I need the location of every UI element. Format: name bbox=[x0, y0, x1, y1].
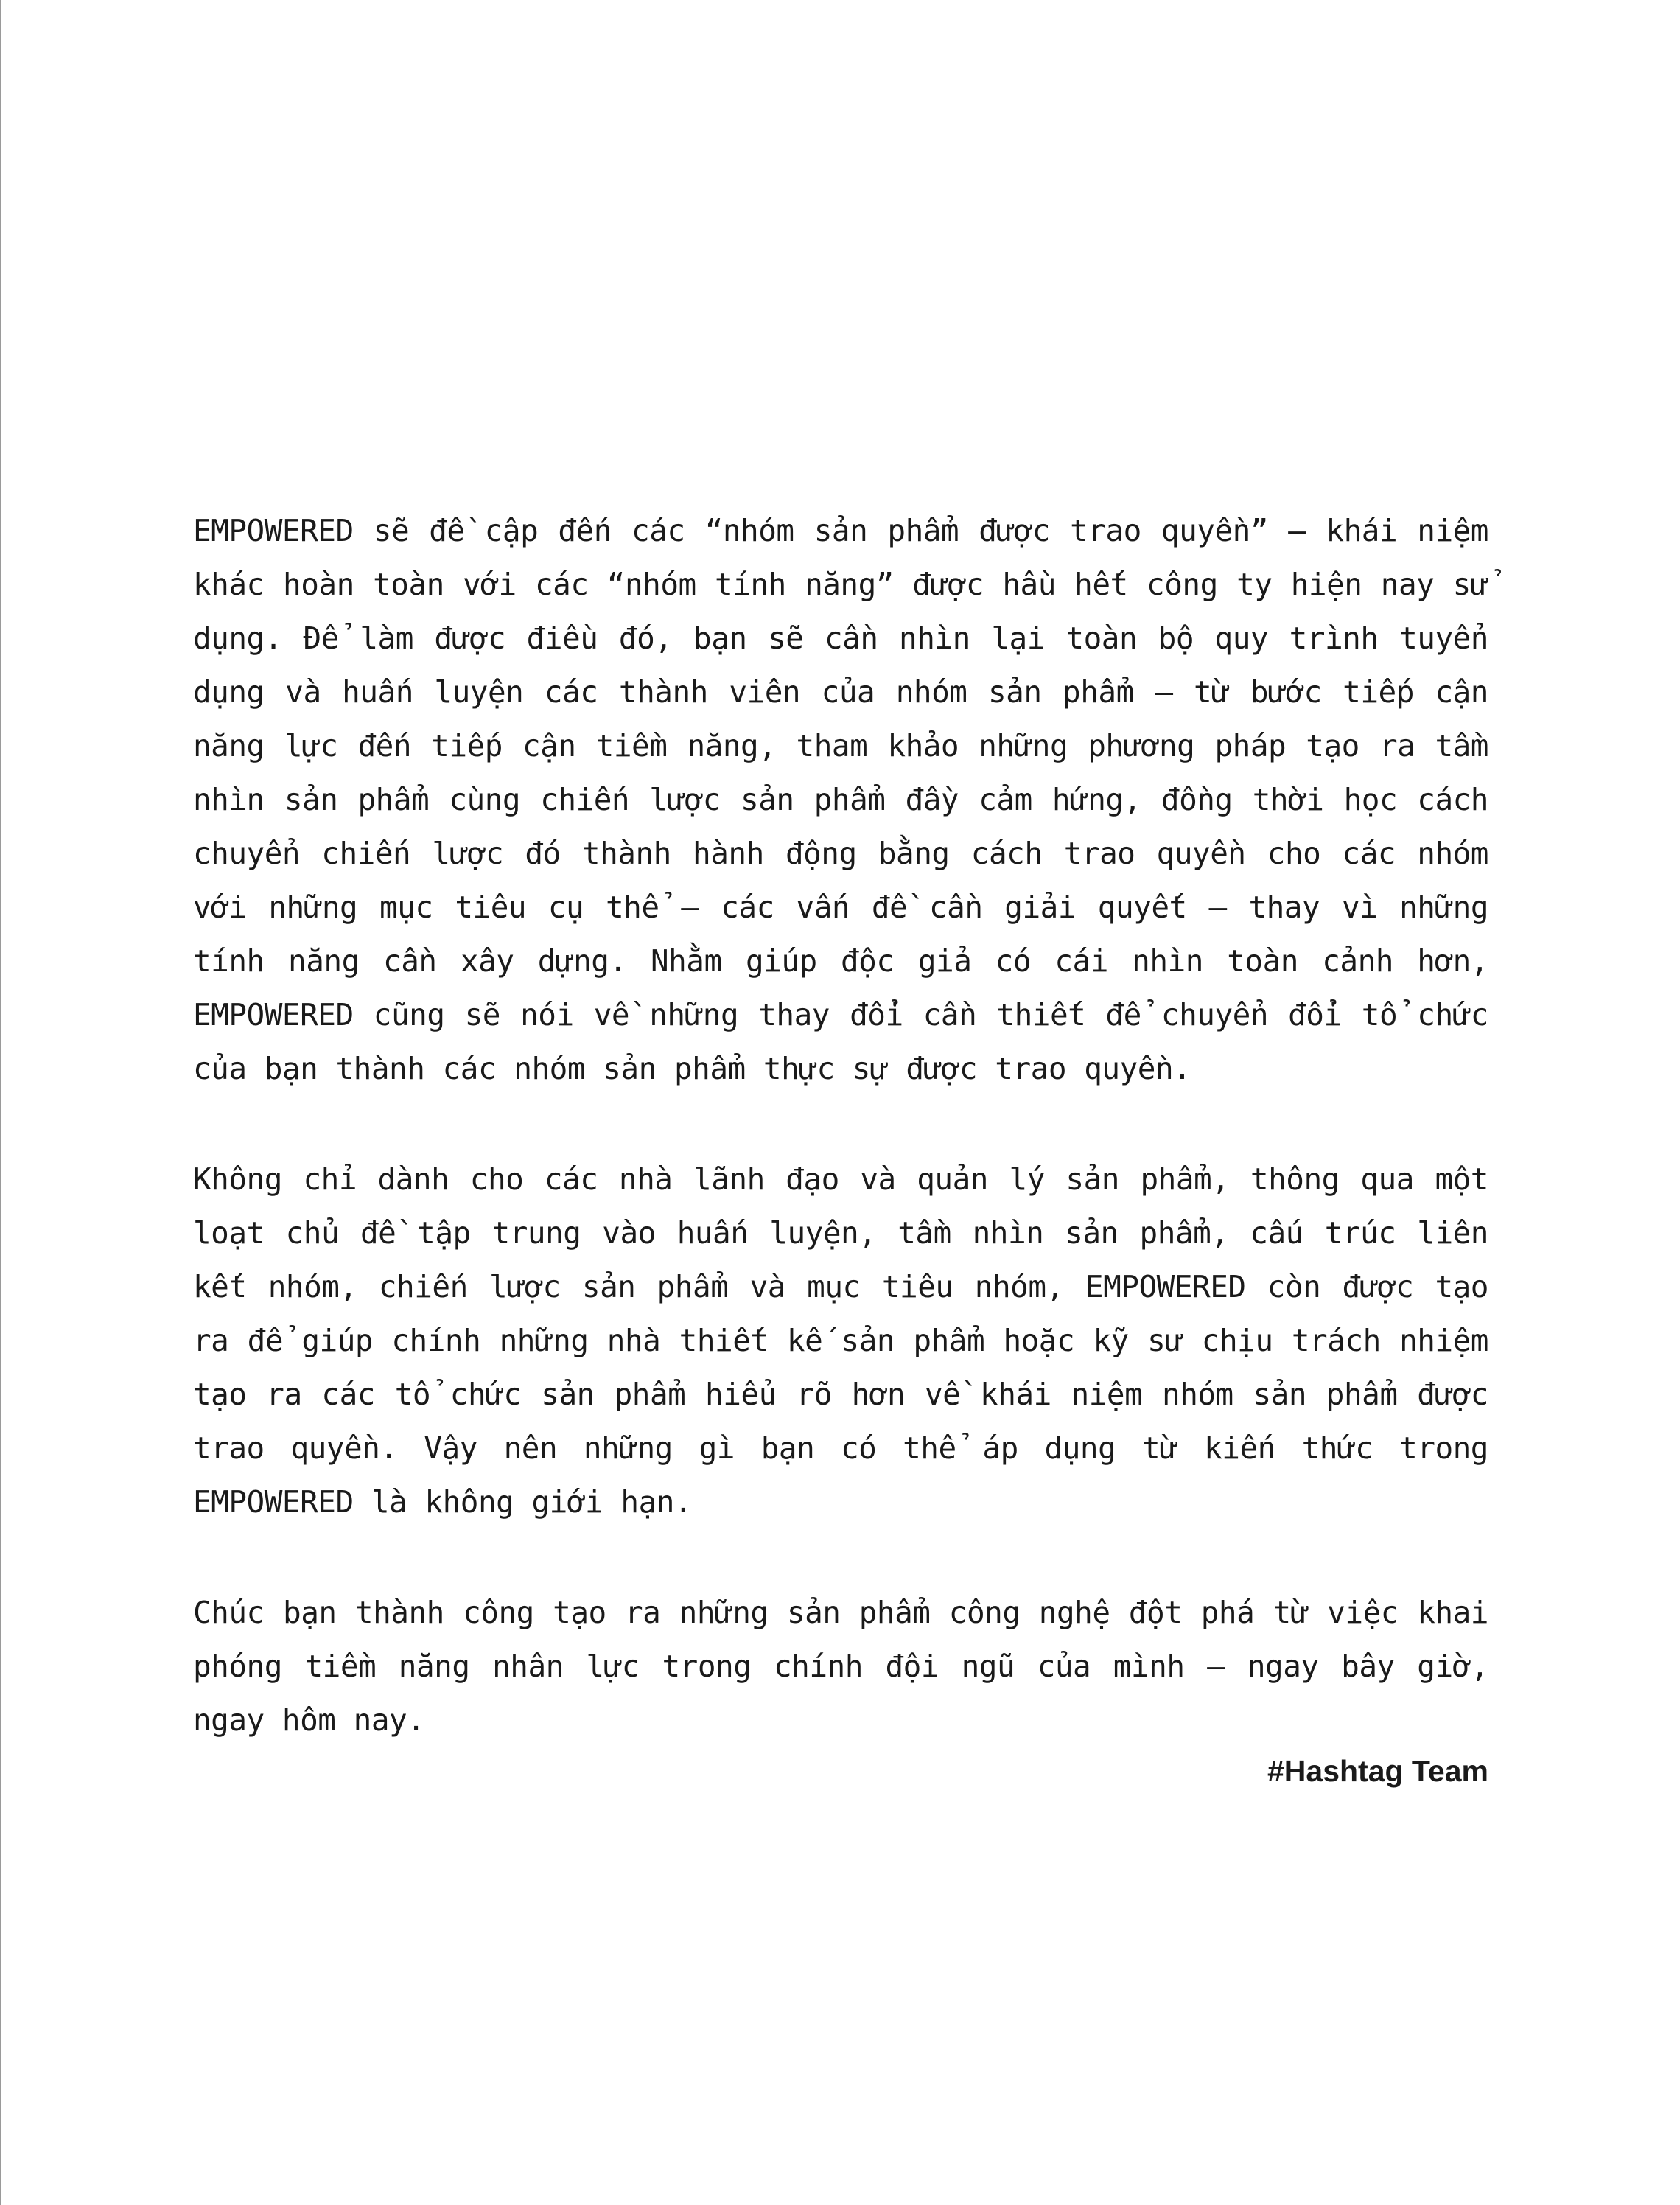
signature: #Hashtag Team bbox=[1267, 1754, 1488, 1788]
paragraph-closing: Chúc bạn thành công tạo ra những sản phẩm công nghệ đột phá từ việc khai phóng tiềm năng nhân lực trong chính đội ngũ của mình – ngay bây giờ, ngay hôm nay. bbox=[193, 1595, 1488, 1738]
paragraph-intro: EMPOWERED sẽ đề cập đến các “nhóm sản phẩm được trao quyền” – khái niệm khác hoàn toàn với các “nhóm tính năng” được hầu hết công ty hiện nay sử dụng. Để làm được điều đó, bạn sẽ cần nhìn lại toàn bộ quy trình tuyển dụng và huấn luyện các thành viên của nhóm sản phẩm – từ bước tiếp cận năng lực đến tiếp cận tiềm năng, tham khảo những phương pháp tạo ra tầm nhìn sản phẩm cùng chiến lược sản phẩm đầy cảm hứng, đồng thời học cách chuyển chiến lược đó thành hành động bằng cách trao quyền cho các nhóm với những mục tiêu cụ thể – các vấn đề cần giải quyết – thay vì những tính năng cần xây dựng. Nhằm giúp độc giả có cái nhìn toàn cảnh hơn, EMPOWERED cũng sẽ nói về những thay đổi cần thiết để chuyển đổi tổ chức của bạn thành các nhóm sản phẩm thực sự được trao quyền. bbox=[193, 513, 1488, 1086]
page-edge-border bbox=[0, 0, 1, 2205]
paragraph-audience: Không chỉ dành cho các nhà lãnh đạo và quản lý sản phẩm, thông qua một loạt chủ đề tập trung vào huấn luyện, tầm nhìn sản phẩm, cấu trúc liên kết nhóm, chiến lược sản phẩm và mục tiêu nhóm, EMPOWERED còn được tạo ra để giúp chính những nhà thiết kế sản phẩm hoặc kỹ sư chịu trách nhiệm tạo ra các tổ chức sản phẩm hiểu rõ hơn về khái niệm nhóm sản phẩm được trao quyền. Vậy nên những gì bạn có thể áp dụng từ kiến thức trong EMPOWERED là không giới hạn. bbox=[193, 1161, 1488, 1520]
body-text bbox=[193, 504, 1488, 1747]
